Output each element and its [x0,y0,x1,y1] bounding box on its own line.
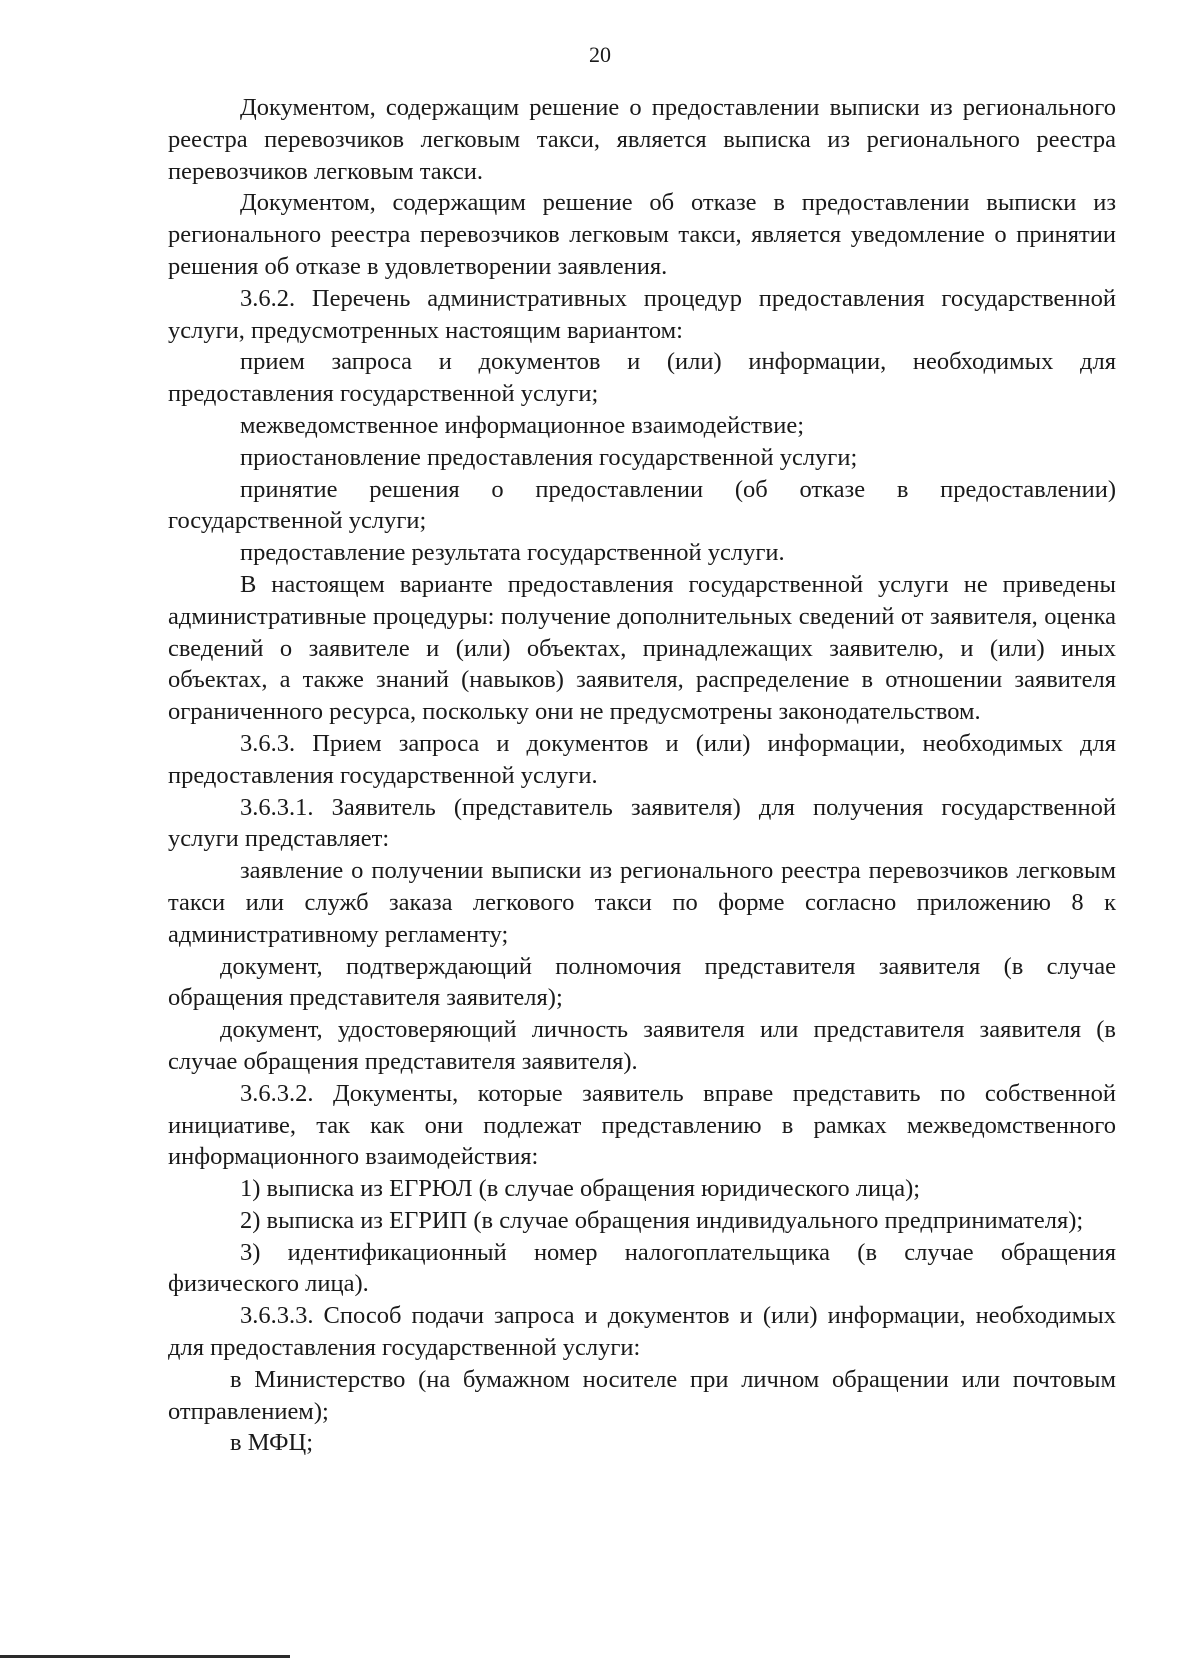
paragraph: 3.6.2. Перечень административных процедур предоставления государственной услуги, предусмотренных настоящим вариантом: [168,284,1116,344]
footer-rule [0,1655,290,1658]
list-item: в МФЦ; [230,1429,314,1457]
paragraph: В настоящем варианте предоставления государственной услуги не приведены административные процедуры: получение дополнительных сведений от заявителя, оценка сведений о заявителе и (или) объектах, принадлежащих заявителю, и (или) иных объектах, а также знаний (навыков) заявителя, распределение в отношении заявителя ограниченного ресурса, поскольку они не предусмотрены законодательством. [168,570,1116,726]
list-item: заявление о получении выписки из регионального реестра перевозчиков легковым такси или служб заказа легкового такси по форме согласно приложению 8 к административному регламенту; [168,857,1116,948]
paragraph: Документом, содержащим решение о предоставлении выписки из регионального реестра перевозчиков легковым такси, является выписка из регионального реестра перевозчиков легковым такси. [168,94,1116,185]
list-item: предоставление результата государственной услуги. [240,539,785,567]
paragraph: Документом, содержащим решение об отказе в предоставлении выписки из регионального реестра перевозчиков легковым такси, является уведомление о принятии решения об отказе в удовлетворении заявления. [168,189,1116,280]
paragraph: 3.6.3.3. Способ подачи запроса и документов и (или) информации, необходимых для предоставления государственной услуги: [168,1302,1116,1362]
list-item: прием запроса и документов и (или) информации, необходимых для предоставления государственной услуги; [168,348,1116,408]
list-item: 3) идентификационный номер налогоплательщика (в случае обращения физического лица). [168,1238,1116,1298]
paragraph: 3.6.3.1. Заявитель (представитель заявителя) для получения государственной услуги представляет: [168,793,1116,853]
paragraph: 3.6.3. Прием запроса и документов и (или) информации, необходимых для предоставления государственной услуги. [168,729,1116,789]
list-item: принятие решения о предоставлении (об отказе в предоставлении) государственной услуги; [168,475,1116,535]
page-number: 20 [589,42,611,67]
list-item: документ, подтверждающий полномочия представителя заявителя (в случае обращения представителя заявителя); [168,952,1116,1012]
paragraph: 3.6.3.2. Документы, которые заявитель вправе представить по собственной инициативе, так как они подлежат представлению в рамках межведомственного информационного взаимодействия: [168,1079,1116,1171]
list-item: 1) выписка из ЕГРЮЛ (в случае обращения юридического лица); [240,1175,921,1203]
list-item: в Министерство (на бумажном носителе при личном обращении или почтовым отправлением); [168,1365,1116,1425]
list-item: приостановление предоставления государственной услуги; [240,443,858,471]
list-item: 2) выписка из ЕГРИП (в случае обращения индивидуального предпринимателя); [240,1206,1084,1234]
list-item: документ, удостоверяющий личность заявителя или представителя заявителя (в случае обращения представителя заявителя). [168,1016,1116,1075]
list-item: межведомственное информационное взаимодействие; [240,411,805,439]
document-body [168,92,1116,1459]
